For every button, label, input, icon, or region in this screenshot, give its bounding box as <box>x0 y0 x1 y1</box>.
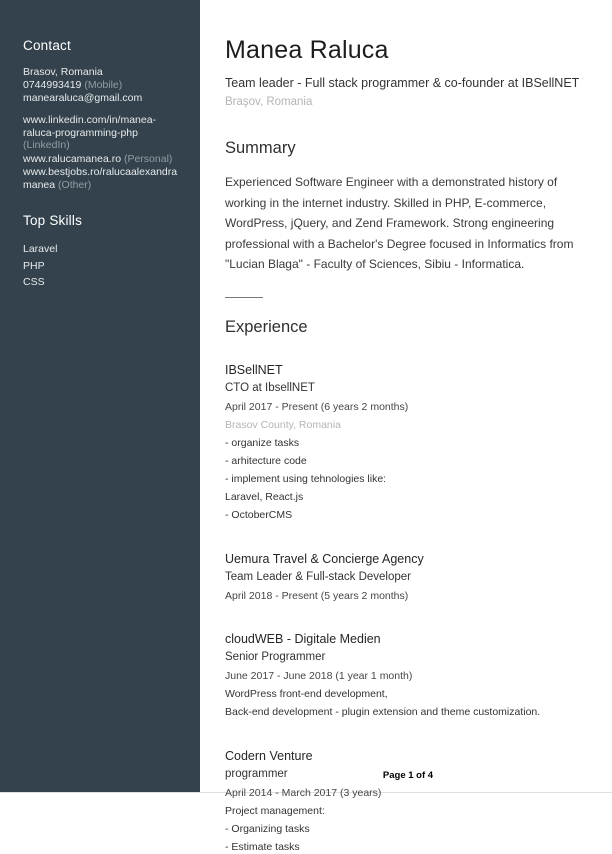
contact-heading: Contact <box>23 38 71 53</box>
profile-name: Manea Raluca <box>225 36 389 64</box>
experience-details <box>225 805 591 854</box>
profile-location: Braşov, Romania <box>225 96 313 108</box>
experience-company: IBSellNET <box>225 362 283 377</box>
link-other[interactable] <box>23 166 180 191</box>
link-personal-url[interactable]: www.ralucamanea.ro <box>23 152 122 165</box>
link-other-label: (Other) <box>55 178 92 191</box>
link-linkedin-url[interactable]: www.linkedin.com/in/manea-raluca-programming-php <box>23 114 157 139</box>
contact-location: Brasov, Romania <box>23 66 103 78</box>
experience-item <box>225 363 591 522</box>
experience-company: cloudWEB - Digitale Medien <box>225 631 381 646</box>
main-content <box>225 0 591 854</box>
experience-detail-line: - OctoberCMS <box>225 508 293 521</box>
phone-number: 0744993419 <box>23 79 82 91</box>
top-skills-heading: Top Skills <box>23 213 83 228</box>
link-personal[interactable] <box>23 153 180 166</box>
page-number: Page 1 of 4 <box>382 770 434 781</box>
experience-title: programmer <box>225 767 288 780</box>
link-linkedin-label: (LinkedIn) <box>23 139 70 151</box>
section-divider <box>225 297 263 298</box>
link-other-url[interactable]: www.bestjobs.ro/ralucaalexandramanea <box>23 166 178 191</box>
experience-title: Team Leader & Full-stack Developer <box>225 570 411 583</box>
link-personal-label: (Personal) <box>121 152 173 165</box>
experience-detail-line: WordPress front-end development, <box>225 687 388 700</box>
contact-group <box>23 66 180 105</box>
experience-location: Brasov County, Romania <box>225 418 341 431</box>
experience-detail-line: Project management: <box>225 804 325 817</box>
summary-text: Experienced Software Engineer with a demonstrated history of working in the internet industry. Skilled in PHP, E-commerce, WordPress, jQuery, and Zend Framework. Strong engineering professional with a Bachelor's Degree focused in Informatics from "Lucian Blaga" - Faculty of Sciences, Sibiu - Informatica. <box>225 175 574 271</box>
skill-item: Laravel <box>23 243 58 255</box>
experience-dates: April 2017 - Present (6 years 2 months) <box>225 400 409 413</box>
experience-item <box>225 749 591 854</box>
experience-details <box>225 688 591 719</box>
experience-company: Codern Venture <box>225 748 313 763</box>
experience-detail-line: - organize tasks <box>225 436 300 449</box>
summary-heading: Summary <box>225 139 296 157</box>
skill-item: CSS <box>23 276 45 288</box>
skill-item: PHP <box>23 259 45 272</box>
experience-detail-line: Back-end development - plugin extension and theme customization. <box>225 705 541 718</box>
experience-item <box>225 552 591 602</box>
experience-detail-line: Laravel, React.js <box>225 490 304 503</box>
experience-detail-line: - implement using tehnologies like: <box>225 472 387 485</box>
experience-title: CTO at IbsellNET <box>225 381 315 394</box>
experience-detail-line: - Organizing tasks <box>225 822 310 835</box>
profile-headline: Team leader - Full stack programmer & co-founder at IBSellNET <box>225 76 580 90</box>
experience-title: Senior Programmer <box>225 650 326 663</box>
experience-item <box>225 632 591 719</box>
experience-dates: April 2018 - Present (5 years 2 months) <box>225 589 409 602</box>
experience-heading: Experience <box>225 317 308 336</box>
skills-list <box>23 241 180 291</box>
experience-detail-line: - Estimate tasks <box>225 840 300 853</box>
experience-detail-line: - arhitecture code <box>225 454 307 467</box>
links-group <box>23 114 180 191</box>
link-linkedin[interactable] <box>23 114 180 152</box>
experience-details <box>225 437 591 522</box>
contact-phone <box>23 79 180 92</box>
experience-company: Uemura Travel & Concierge Agency <box>225 551 424 566</box>
phone-label: (Mobile) <box>81 79 123 91</box>
experience-dates: April 2014 - March 2017 (3 years) <box>225 786 382 799</box>
experience-dates: June 2017 - June 2018 (1 year 1 month) <box>225 669 413 682</box>
sidebar <box>0 0 200 792</box>
contact-email[interactable]: manearaluca@gmail.com <box>23 92 143 104</box>
